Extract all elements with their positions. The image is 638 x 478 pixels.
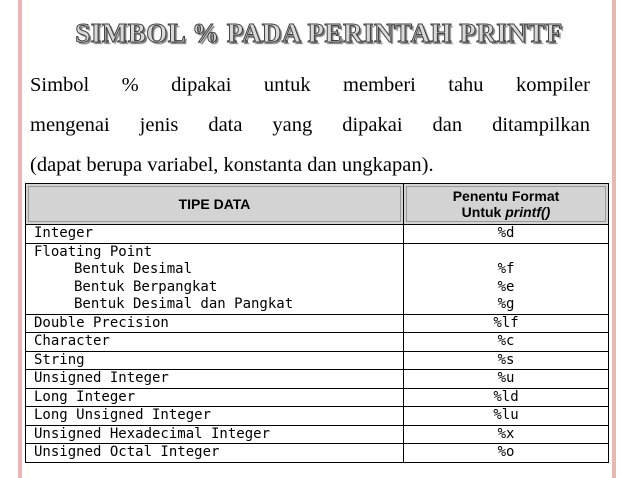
- type-cell: Character: [26, 333, 404, 352]
- header-format-line1: Penentu Format: [452, 188, 560, 204]
- type-label: Floating Point: [34, 243, 153, 260]
- header-penentu-format: [404, 184, 609, 225]
- table-row: [26, 351, 609, 370]
- subtype-label: Bentuk Berpangkat: [74, 278, 218, 295]
- header-format-italic: printf(): [505, 204, 551, 220]
- table-row: [26, 425, 609, 444]
- type-cell: String: [26, 351, 404, 370]
- format-cell: %d: [404, 225, 609, 244]
- table-row: [26, 314, 609, 333]
- type-cell: Double Precision: [26, 314, 404, 333]
- table-row: [26, 243, 609, 314]
- left-decorative-rule: [18, 0, 22, 478]
- format-value: %f: [497, 261, 515, 277]
- type-cell: Unsigned Octal Integer: [26, 444, 404, 463]
- paragraph-line-1: Simbol % dipakai untuk memberi tahu kompiler: [30, 74, 590, 96]
- type-cell: [26, 243, 404, 314]
- table-row: [26, 370, 609, 389]
- table-row: [26, 333, 609, 352]
- header-format-line2: [462, 204, 551, 220]
- table-header-row: [26, 184, 609, 225]
- format-value: %g: [497, 296, 515, 312]
- type-cell: Unsigned Integer: [26, 370, 404, 389]
- paragraph-line-3: (dapat berupa variabel, konstanta dan ungkapan).: [30, 154, 434, 176]
- slide-title: SIMBOL % PADA PERINTAH PRINTF: [75, 18, 563, 48]
- format-cell: %lu: [404, 407, 609, 426]
- type-cell: Integer: [26, 225, 404, 244]
- subtype-label: Bentuk Desimal: [74, 261, 193, 277]
- format-cell: %x: [404, 425, 609, 444]
- type-cell: Long Integer: [26, 388, 404, 407]
- table-row: [26, 407, 609, 426]
- format-cell: %s: [404, 351, 609, 370]
- table-row: [26, 225, 609, 244]
- format-cell: %c: [404, 333, 609, 352]
- header-tipe-data: [26, 184, 404, 225]
- type-cell: Unsigned Hexadecimal Integer: [26, 425, 404, 444]
- type-cell: Long Unsigned Integer: [26, 407, 404, 426]
- format-cell: %ld: [404, 388, 609, 407]
- header-tipe-data-label: TIPE DATA: [178, 196, 251, 212]
- format-value: %e: [497, 278, 515, 295]
- intro-paragraph: [30, 65, 590, 185]
- format-specifier-table: [25, 183, 609, 463]
- format-cell: [404, 243, 609, 314]
- table-row: [26, 444, 609, 463]
- format-cell: %u: [404, 370, 609, 389]
- format-cell: %lf: [404, 314, 609, 333]
- header-format-prefix: Untuk: [461, 204, 506, 220]
- table-row: [26, 388, 609, 407]
- paragraph-line-2: mengenai jenis data yang dipakai dan ditampilkan: [30, 114, 590, 136]
- subtype-label: Bentuk Desimal dan Pangkat: [74, 296, 294, 312]
- format-cell: %o: [404, 444, 609, 463]
- right-decorative-rule: [612, 0, 616, 478]
